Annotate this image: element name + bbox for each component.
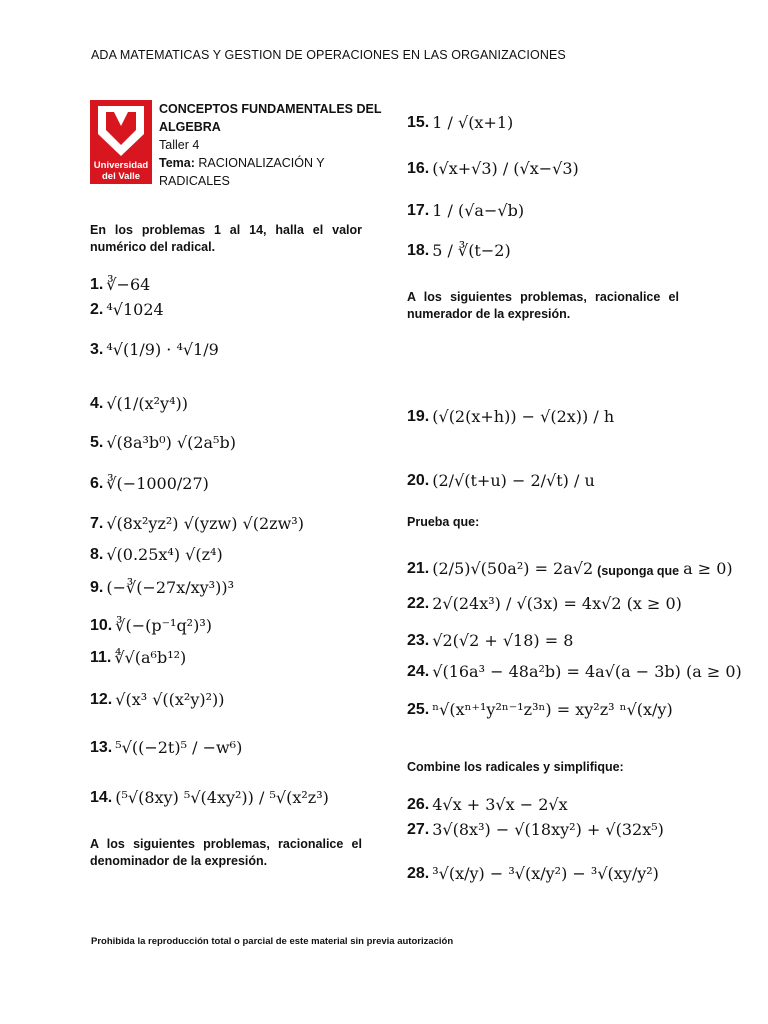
problem-expression: 3√(8x³) − √(18xy²) + √(32x⁵) — [432, 820, 664, 839]
problem-number: 25. — [407, 701, 430, 718]
problem-expression: ⁴√(1/9) · ⁴√1/9 — [106, 340, 219, 359]
problem-expression: ³√(x/y) − ³√(x/y²) − ³√(xy/y²) — [432, 864, 659, 883]
combine-label: Combine los radicales y simplifique: — [407, 760, 624, 774]
problem-number: 14. — [90, 789, 113, 806]
problem-number: 6. — [90, 475, 104, 492]
tema-label: Tema: — [159, 156, 195, 170]
problem-expression: √(0.25x⁴) √(z⁴) — [106, 545, 223, 564]
problem-expression: 1 / √(x+1) — [432, 113, 514, 132]
problem-number: 11. — [90, 649, 112, 666]
problem-number: 12. — [90, 691, 113, 708]
problem-number: 3. — [90, 341, 104, 358]
problem-number: 22. — [407, 595, 430, 612]
problem-number: 18. — [407, 242, 430, 259]
problem-number: 8. — [90, 546, 104, 563]
problem-25 — [407, 700, 673, 719]
problem-expression: √(8a³b⁰) √(2a⁵b) — [106, 433, 236, 452]
problem-expression: 1 / (√a−√b) — [432, 201, 525, 220]
problem-expression: √(8x²yz²) √(yzw) √(2zw³) — [106, 514, 304, 533]
problem-12 — [90, 690, 225, 709]
svg-text:del Valle: del Valle — [101, 171, 141, 182]
problem-number: 17. — [407, 202, 430, 219]
problem-16 — [407, 159, 579, 178]
problem-13 — [90, 738, 242, 757]
tema-value: RACIONALIZACIÓN Y — [198, 156, 325, 170]
svg-text:Universidad: Universidad — [93, 160, 149, 171]
title-block — [159, 100, 381, 190]
problem-number: 7. — [90, 515, 104, 532]
problem-expression: ⁴√1024 — [106, 300, 164, 319]
problem-2 — [90, 300, 164, 319]
copyright-footer: Prohibida la reproducción total o parcial de este material sin previa autorización — [91, 936, 454, 947]
problem-expression: (⁵√(8xy) ⁵√(4xy²)) / ⁵√(x²z³) — [115, 788, 329, 807]
problem-number: 28. — [407, 865, 430, 882]
problem-21 — [407, 559, 733, 578]
problem-number: 24. — [407, 663, 430, 680]
left-outro: A los siguientes problemas, racionalice el denominador de la expresión. — [90, 837, 362, 868]
problem-number: 19. — [407, 408, 430, 425]
problem-15 — [407, 113, 513, 132]
problem-7 — [90, 514, 304, 533]
problem-9 — [90, 578, 234, 597]
problem-3 — [90, 340, 219, 359]
problem-24 — [407, 662, 742, 681]
problem-27 — [407, 820, 664, 839]
problem-expression: √(x³ √((x²y)²)) — [115, 690, 225, 709]
problem-1 — [90, 275, 150, 294]
problem-expression: (2/5)√(50a²) = 2a√2 — [432, 559, 594, 578]
numerator-instruction: A los siguientes problemas, racionalice el numerador de la expresión. — [407, 290, 679, 321]
problem-expression: √(1/(x²y⁴)) — [106, 394, 188, 413]
prove-label: Prueba que: — [407, 515, 480, 529]
problem-number: 27. — [407, 821, 430, 838]
problem-number: 15. — [407, 114, 430, 131]
problem-8 — [90, 545, 223, 564]
problem-expression: 5 / ∛(t−2) — [432, 241, 511, 260]
problem-number: 13. — [90, 739, 113, 756]
problem-21-note: (suponga que — [597, 564, 680, 578]
problem-20 — [407, 471, 595, 490]
problem-expression: ∛(−(p⁻¹q²)³) — [115, 616, 212, 635]
problem-26 — [407, 795, 568, 814]
problem-number: 2. — [90, 301, 104, 318]
problem-expression: 4√x + 3√x − 2√x — [432, 795, 568, 814]
problem-14 — [90, 788, 329, 807]
left-intro: En los problemas 1 al 14, halla el valor numérico del radical. — [90, 223, 362, 254]
problem-number: 9. — [90, 579, 104, 596]
problem-expression: (2/√(t+u) − 2/√t) / u — [432, 471, 595, 490]
problem-number: 21. — [407, 560, 430, 577]
problem-expression: √(16a³ − 48a²b) = 4a√(a − 3b) (a ≥ 0) — [432, 662, 742, 681]
problem-number: 1. — [90, 276, 104, 293]
problem-11 — [90, 648, 186, 667]
problem-expression: (√x+√3) / (√x−√3) — [432, 159, 579, 178]
problem-number: 16. — [407, 160, 430, 177]
problem-17 — [407, 201, 524, 220]
problem-19 — [407, 407, 614, 426]
problem-expression: ⁿ√(xⁿ⁺¹y²ⁿ⁻¹z³ⁿ) = xy²z³ ⁿ√(x/y) — [432, 700, 673, 719]
problem-18 — [407, 241, 511, 260]
university-logo — [90, 100, 152, 184]
problem-22 — [407, 594, 682, 613]
document-header: ADA MATEMATICAS Y GESTION DE OPERACIONES EN LAS ORGANIZACIONES — [91, 48, 566, 62]
problem-number: 23. — [407, 632, 430, 649]
problem-expression: (−∛(−27x/xy³))³ — [106, 578, 234, 597]
problem-10 — [90, 616, 212, 635]
problem-expression: ⁵√((−2t)⁵ / −w⁶) — [115, 738, 243, 757]
problem-expression: (√(2(x+h)) − √(2x)) / h — [432, 407, 615, 426]
problem-number: 4. — [90, 395, 104, 412]
problem-4 — [90, 394, 188, 413]
problem-expression: ∛(−1000/27) — [106, 474, 209, 493]
problem-6 — [90, 474, 209, 493]
problem-number: 26. — [407, 796, 430, 813]
title-line-3: Taller 4 — [159, 138, 200, 152]
problem-expression: ∜√(a⁶b¹²) — [114, 648, 187, 667]
problem-21-condition: a ≥ 0) — [683, 559, 733, 578]
problem-number: 10. — [90, 617, 113, 634]
problem-expression: ∛−64 — [106, 275, 151, 294]
problem-number: 5. — [90, 434, 104, 451]
problem-23 — [407, 631, 573, 650]
tema-value-2: RADICALES — [159, 174, 230, 188]
problem-28 — [407, 864, 659, 883]
problem-number: 20. — [407, 472, 430, 489]
title-line-2: ALGEBRA — [159, 120, 221, 134]
problem-expression: √2(√2 + √18) = 8 — [432, 631, 574, 650]
problem-expression: 2√(24x³) / √(3x) = 4x√2 (x ≥ 0) — [432, 594, 682, 613]
title-line-1: CONCEPTOS FUNDAMENTALES DEL — [159, 102, 382, 116]
problem-5 — [90, 433, 236, 452]
